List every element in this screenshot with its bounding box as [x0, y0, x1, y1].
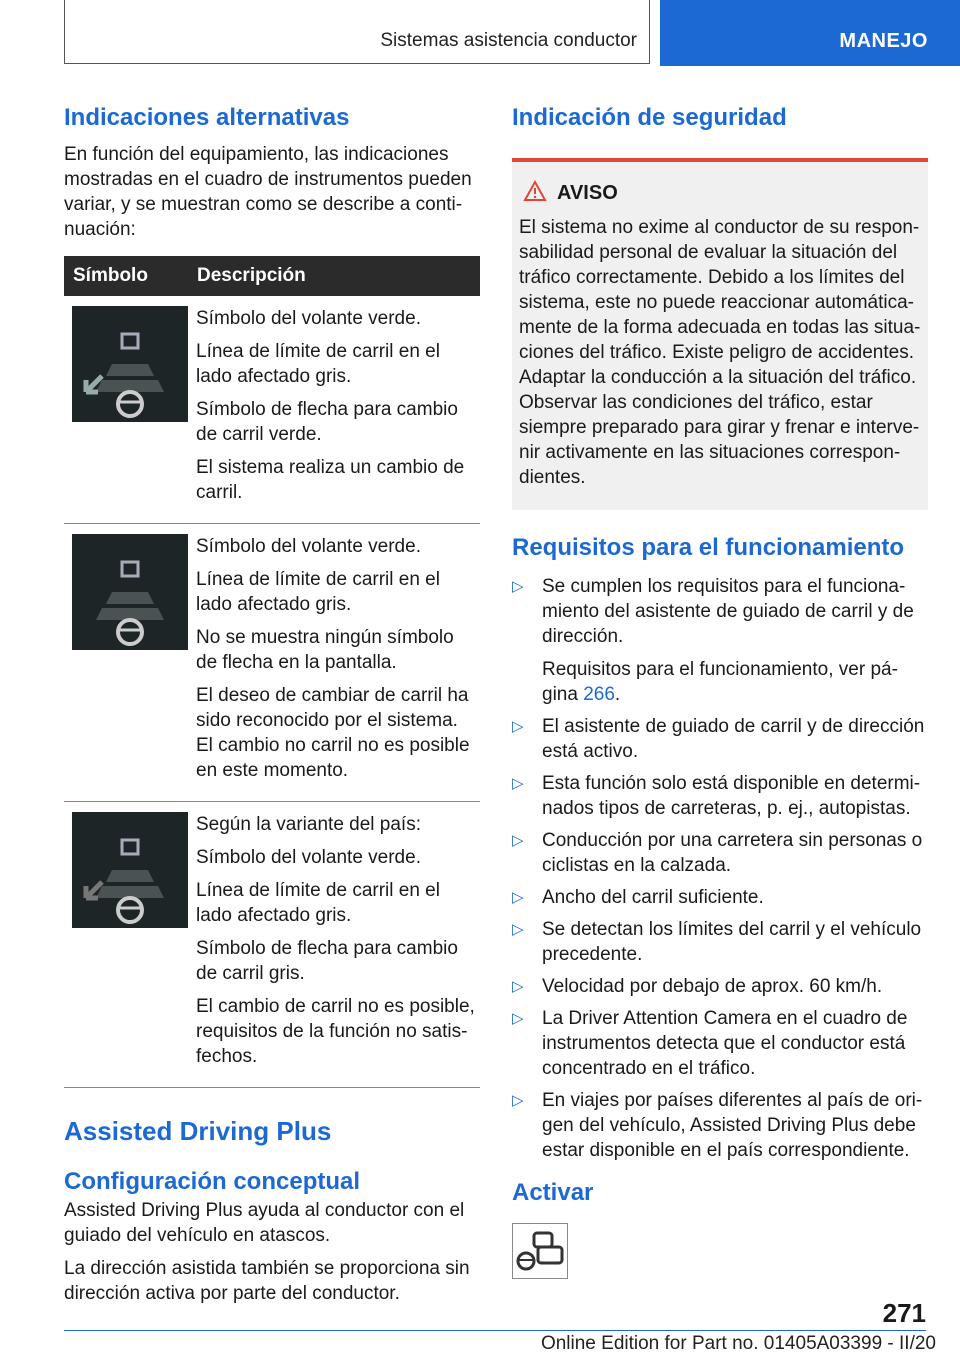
table-row: [64, 524, 480, 802]
list-item: ▷ El asistente de guiado de carril y de dirección está activo.: [512, 714, 928, 764]
warning-text: El sistema no exime al conductor de su respon-sabilidad personal de evaluar la situación del tráfico correctamente. Debido a los límites del sistema, este no puede reaccionar automática-mente de la forma adecuada en todas las situa-ciones del tráfico. Existe peligro de accidentes. Adaptar la conducción a la situación del tráfico. Observar las condiciones del tráfico, estar siempre preparado para girar y frenar e interve-nir activamente en las situaciones correspon-dientes.: [519, 217, 921, 488]
list-item: [512, 574, 928, 707]
lane-change-no-arrow-icon: [72, 534, 188, 650]
section-title: Sistemas asistencia conductor: [380, 30, 637, 51]
alt-indications-intro: En función del equipamiento, las indicaciones mostradas en el cuadro de instrumentos pueden variar, y se muestran como se describe a conti-nuación:: [64, 144, 472, 240]
row2-line1: Símbolo del volante verde.: [196, 536, 421, 557]
list-item: ▷ La Driver Attention Camera en el cuadro de instrumentos detecta que el conductor está concentrado en el tráfico.: [512, 1006, 928, 1081]
requirement-1-text: Se cumplen los requisitos para el funciona-miento del asistente de guiado de carril y de dirección.: [542, 576, 914, 647]
header-bar: [64, 0, 650, 64]
list-item: ▷ Conducción por una carretera sin personas o ciclistas en la calzada.: [512, 828, 928, 878]
chapter-tab[interactable]: [660, 0, 960, 66]
row2-line4: El deseo de cambiar de carril ha sido reconocido por el sistema. El cambio no carril no es posible en este momento.: [196, 685, 470, 781]
row3-line5: El cambio de carril no es posible, requisitos de la función no satis-fechos.: [196, 996, 475, 1067]
assisted-para-2: La dirección asistida también se proporciona sin dirección activa por parte del conductor.: [64, 1258, 470, 1304]
row1-line4: El sistema realiza un cambio de carril.: [196, 457, 465, 503]
row3-line2: Símbolo del volante verde.: [196, 847, 421, 868]
table-row: [64, 296, 480, 524]
row1-line1: Símbolo del volante verde.: [196, 308, 421, 329]
requirement-ref-suffix: .: [614, 684, 621, 705]
page-link-266[interactable]: 266: [583, 684, 615, 705]
lane-change-arrow-green-icon: [72, 306, 188, 422]
left-column: [64, 102, 480, 1306]
list-item: ▷ En viajes por países diferentes al país de ori-gen del vehículo, Assisted Driving Plus debe estar disponible en el país correspondiente.: [512, 1088, 928, 1163]
concept-heading: Configuración conceptual: [64, 1168, 361, 1195]
assisted-heading: Assisted Driving Plus: [64, 1116, 332, 1146]
warning-triangle-icon: [523, 180, 547, 202]
assisted-driving-button-icon[interactable]: [512, 1223, 568, 1279]
requirements-list: [512, 574, 928, 1163]
chapter-tab-label: MANEJO: [839, 30, 928, 52]
list-item: ▷ Ancho del carril suficiente.: [512, 885, 928, 910]
list-item: ▷ Esta función solo está disponible en determi-nados tipos de carreteras, p. ej., autopistas.: [512, 771, 928, 821]
row3-line3: Línea de límite de carril en el lado afectado gris.: [196, 880, 440, 926]
row1-line2: Línea de límite de carril en el lado afectado gris.: [196, 341, 440, 387]
row2-line2: Línea de límite de carril en el lado afectado gris.: [196, 569, 440, 615]
page-number: 271: [882, 1298, 926, 1328]
assisted-para-1: Assisted Driving Plus ayuda al conductor con el guiado del vehículo en atascos.: [64, 1200, 465, 1246]
alt-indications-heading: Indicaciones alternativas: [64, 104, 350, 131]
footer-edition: Online Edition for Part no. 01405A03399 - II/20: [540, 1333, 936, 1354]
row3-line1: Según la variante del país:: [196, 814, 421, 835]
row3-line4: Símbolo de flecha para cambio de carril gris.: [196, 938, 458, 984]
requirement-ref-prefix: Requisitos para el funcionamiento, ver pá-gina: [542, 659, 898, 705]
list-item: ▷ Se detectan los límites del carril y el vehículo precedente.: [512, 917, 928, 967]
right-column: [512, 102, 928, 1279]
col-header-description: Descripción: [188, 256, 480, 296]
symbol-table: [64, 256, 480, 1088]
requirements-heading: Requisitos para el funcionamiento: [512, 534, 905, 561]
safety-heading: Indicación de seguridad: [512, 104, 787, 131]
activate-heading: Activar: [512, 1179, 594, 1206]
lane-change-arrow-gray-icon: [72, 812, 188, 928]
col-header-symbol: Símbolo: [64, 256, 188, 296]
list-item: ▷ Velocidad por debajo de aprox. 60 km/h.: [512, 974, 928, 999]
table-row: [64, 802, 480, 1088]
row1-line3: Símbolo de flecha para cambio de carril verde.: [196, 399, 458, 445]
footer-divider: [64, 1330, 926, 1331]
warning-title: AVISO: [557, 182, 618, 204]
warning-box: [512, 158, 928, 510]
row2-line3: No se muestra ningún símbolo de flecha en la pantalla.: [196, 627, 454, 673]
